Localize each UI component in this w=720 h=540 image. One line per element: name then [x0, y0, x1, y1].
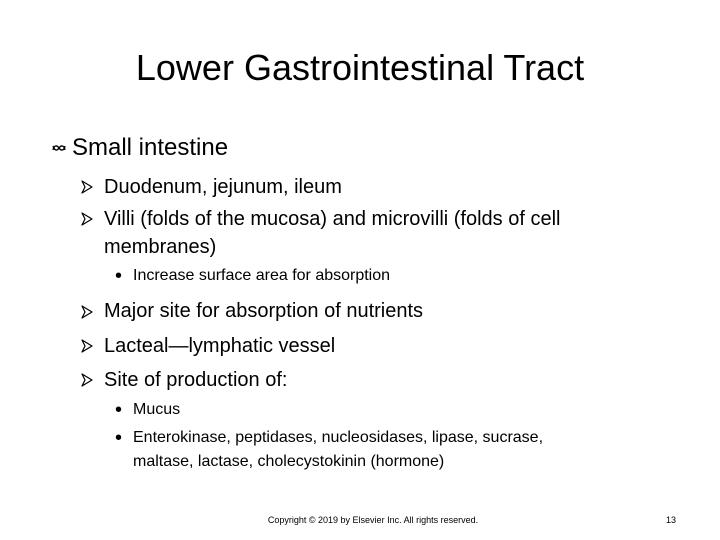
- dot-bullet: •: [115, 399, 123, 421]
- arrow-bullet-icon: [80, 180, 94, 194]
- subpoint-surface-area: Increase surface area for absorption: [133, 267, 391, 284]
- arrow-bullet-icon: [80, 212, 94, 226]
- page-number: 13: [666, 515, 677, 525]
- point-villi: Villi (folds of the mucosa) and microvilli (folds of cell: [104, 208, 561, 230]
- ribbon-bullet-icon: [52, 141, 66, 155]
- subpoint-enzymes-continuation: maltase, lactase, cholecystokinin (hormone): [133, 453, 445, 470]
- arrow-bullet-icon: [80, 373, 94, 387]
- subpoint-enzymes: Enterokinase, peptidases, nucleosidases, lipase, sucrase,: [133, 429, 544, 446]
- point-production: Site of production of:: [104, 369, 288, 391]
- arrow-bullet-icon: [80, 305, 94, 319]
- point-absorption: Major site for absorption of nutrients: [104, 300, 424, 322]
- subpoint-mucus: Mucus: [133, 401, 181, 418]
- copyright-footer: Copyright © 2019 by Elsevier Inc. All rights reserved.: [267, 515, 479, 525]
- slide-title: Lower Gastrointestinal Tract: [135, 47, 585, 88]
- heading-small-intestine: Small intestine: [72, 134, 229, 161]
- dot-bullet: •: [115, 265, 123, 287]
- arrow-bullet-icon: [80, 339, 94, 353]
- dot-bullet: •: [115, 427, 123, 449]
- point-lacteal: Lacteal—lymphatic vessel: [104, 335, 336, 357]
- point-villi-continuation: membranes): [104, 236, 217, 258]
- point-duodenum: Duodenum, jejunum, ileum: [104, 176, 342, 198]
